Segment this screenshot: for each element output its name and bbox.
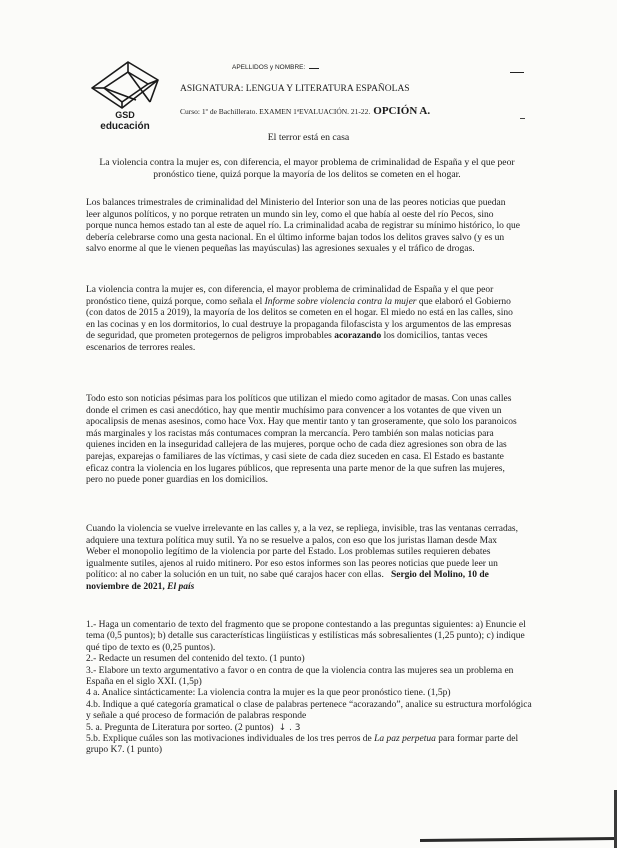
- question-5b-text-a: 5.b. Explique cuáles son las motivaciones individuales de los tres perros de: [86, 734, 375, 745]
- name-blank: [309, 68, 319, 69]
- article-signature: Sergio del Molino, 10 de noviembre de 2021,: [86, 570, 489, 592]
- option-label: OPCIÓN A.: [373, 105, 431, 117]
- paragraph-2-text-b: que elaboró el Gobierno (con datos de 2015 a 2019), la mayoría de los delitos se cometen en el hogar. El miedo no está en las calles, sino en las cocinas y en los dormitorios, lo cual destruye la propaganda filofascista y los argumentos de las empresas de seguridad, que prometen protegernos de peligros improbables: [86, 296, 513, 342]
- paragraph-2-text-c: los domicilios, tantas veces escenarios de terrores reales.: [86, 331, 488, 353]
- name-label: APELLIDOS y NOMBRE:: [232, 64, 306, 71]
- course-text: Curso: 1º de Bachillerato. EXAMEN 1ªEVALUACIÓN. 21-22.: [180, 107, 371, 116]
- name-field: [232, 64, 319, 71]
- highlighted-word: acorazando: [334, 331, 382, 342]
- scan-edge: [420, 837, 617, 842]
- name-line: [510, 72, 524, 73]
- article-lead: La violencia contra la mujer es, con diferencia, el mayor problema de criminalidad de España y el que peor pronóstico tiene, quizá porque la mayoría de los delitos se cometen en el hogar.: [99, 157, 515, 180]
- paragraph-4-text: Cuando la violencia se vuelve irrelevante en las calles y, a la vez, se repliega, invisible, tras las ventanas cerradas, adquiere una textura política muy sutil. Ya no se resuelve a palos, con eso que los juristas llaman desde Max Weber el monopolio legítimo de la violencia por parte del Estado. Los problemas sutiles requieren debates igualmente sutiles, ajenos al ruido mitinero. Por eso estos informes son las peores noticias que puede leer un político: al no caber la solución en un tuit, no sabe qué carajos hacer con ellas.: [86, 524, 518, 581]
- course-line: [180, 105, 430, 117]
- question-1: 1.- Haga un comentario de texto del fragmento que se propone contestando a las preguntas siguientes: a) Enuncie el tema (0,5 puntos); b) detalle sus características lingüísticas y estilísticas más sobresalientes (1,25 punto); c) indique qué tipo de texto es (0,25 puntos).: [86, 620, 526, 653]
- question-5b: [86, 734, 536, 757]
- question-4a: 4 a. Analice sintácticamente: La violencia contra la mujer es la que peor pronóstico tiene. (1,5p): [86, 688, 451, 699]
- paragraph-1: Los balances trimestrales de criminalidad del Ministerio del Interior son una de las peores noticias que puedan leer algunos políticos, y no porque retraten un mundo sin ley, como el que había al oeste del río Pecos, sino porque nunca hemos estado tan al este de aquel río. La criminalidad acaba de registrar su mínimo histórico, lo que debería celebrarse como una gesta nacional. En el último informe bajan todos los delitos graves salvo (y es un salvo enorme al que le vienen pequeñas las mayúsculas) las agresiones sexuales y el tráfico de drogas.: [86, 198, 520, 255]
- question-5a-text: 5. a. Pregunta de Literatura por sorteo. (2 puntos): [86, 722, 274, 733]
- question-5b-text-b: para formar parte del grupo K7. (1 punto): [86, 734, 519, 756]
- logo-gsd: GSD: [115, 110, 135, 120]
- logo-educacion: educación: [100, 121, 150, 132]
- paragraph-3: Todo esto son noticias pésimas para los políticos que utilizan el miedo como agitador de masas. Con unas calles donde el crimen es casi anecdótico, hay que mentir muchísimo para convencer a los votantes de que viven un apocalipsis de menas asesinos, como hace Vox. Hay que mentir tanto y tan groseramente, que solo los paranoicos más marginales y los racistas más contumaces compran la mercancía. Pero también son malas noticias para quienes inciden en la inseguridad callejera de las mujeres, porque ocho de cada diez agresiones son obra de las parejas, exparejas o familiares de las víctimas, y casi siete de cada diez suceden en casa. El Estado es bastante eficaz contra la violencia en los lugares públicos, que representa una parte menor de la que sufren las mujeres, pero no puede poner guardias en los domicilios.: [86, 394, 517, 486]
- logo-text: [90, 110, 160, 132]
- question-5a: [86, 723, 536, 734]
- subject-line: ASIGNATURA: LENGUA Y LITERATURA ESPAÑOLAS: [180, 84, 410, 94]
- gsd-logo: [88, 58, 178, 138]
- question-3: 3.- Elabore un texto argumentativo a favor o en contra de que la violencia contra las mujeres sea un problema en España en el siglo XXI. (1,5p): [86, 665, 514, 688]
- paragraph-2: [86, 285, 522, 355]
- book-title: La paz perpetua: [374, 734, 436, 745]
- article-title: El terror está en casa: [267, 132, 350, 143]
- handwritten-mark: ↓ . 3: [278, 722, 301, 733]
- question-4b: 4.b. Indique a qué categoría gramatical o clase de palabras pertenece “acorazando”, analice su estructura morfológica y señale a qué proceso de formación de palabras responde: [86, 699, 532, 722]
- question-2: 2.- Redacte un resumen del contenido del texto. (1 punto): [86, 654, 305, 665]
- paragraph-2-text-a: La violencia contra la mujer es, con diferencia, el mayor problema de criminalidad de España y el que peor pronóstico tiene, quizá porque, como señala el: [86, 285, 494, 307]
- report-title: Informe sobre violencia contra la mujer: [264, 296, 417, 307]
- article-source: El país: [167, 581, 195, 592]
- questions-list: [86, 620, 536, 757]
- pen-mark: [520, 118, 525, 119]
- paragraph-4: [86, 524, 522, 594]
